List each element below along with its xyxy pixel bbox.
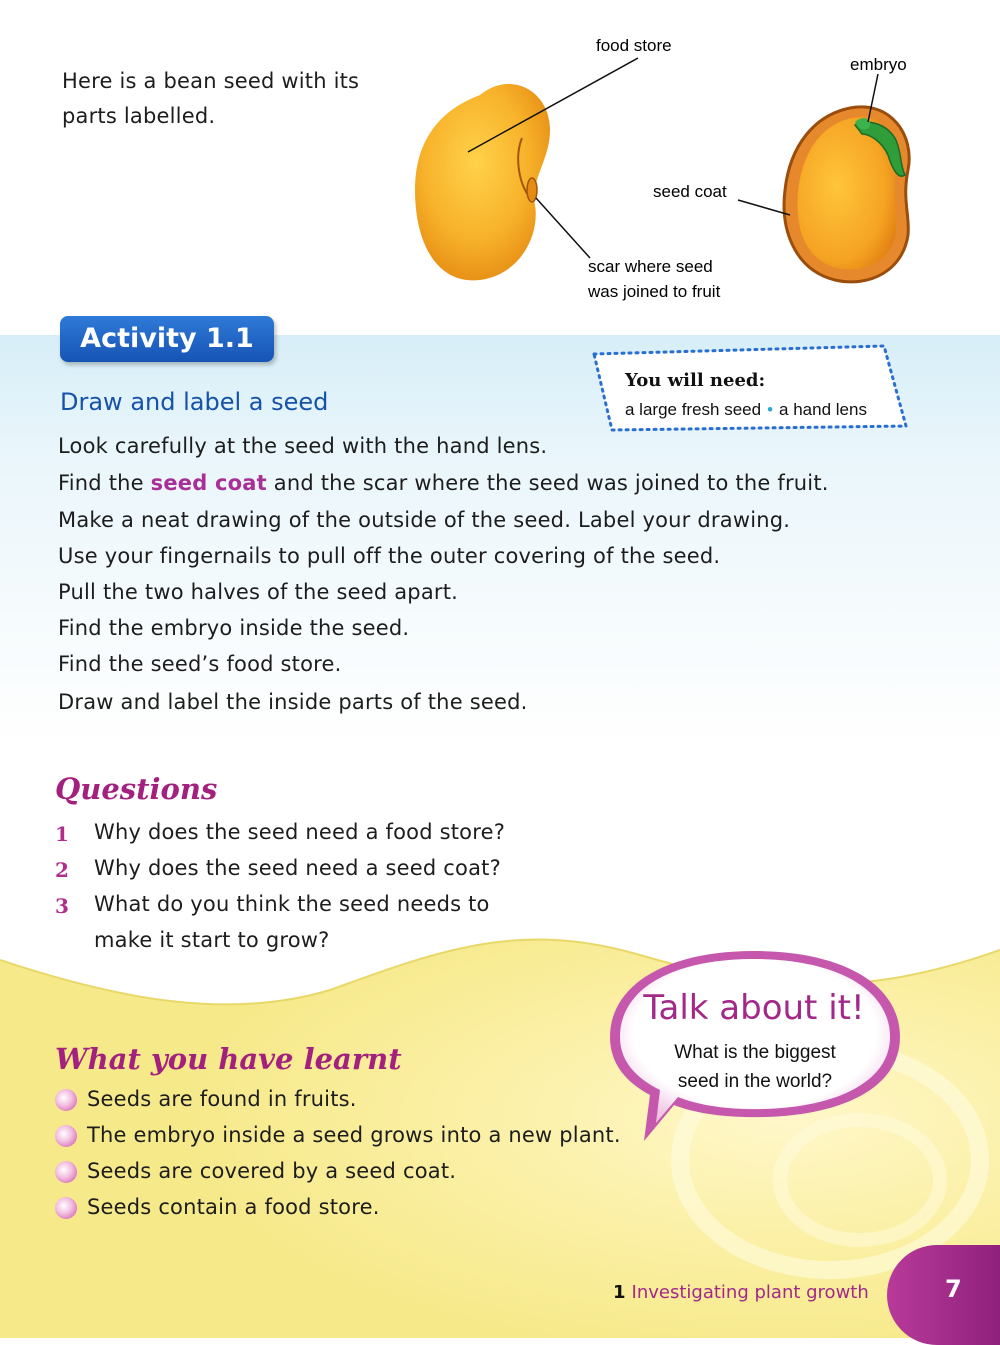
learnt-item-4: Seeds contain a food store.: [87, 1195, 380, 1219]
intro-line-2: parts labelled.: [62, 104, 216, 128]
seed-diagram: [400, 30, 940, 320]
label-embryo: embryo: [850, 55, 907, 74]
intro-text: [62, 64, 392, 134]
talk-question: [630, 1038, 880, 1096]
question-2: Why does the seed need a seed coat?: [94, 856, 501, 880]
chapter-number: 1: [613, 1282, 626, 1303]
question-3-cont: make it start to grow?: [94, 928, 330, 952]
page-number: 7: [945, 1275, 962, 1303]
intro-line-1: Here is a bean seed with its: [62, 69, 360, 93]
step-3: Make a neat drawing of the outside of the seed. Label your drawing.: [58, 508, 791, 532]
talk-title: Talk about it!: [643, 988, 865, 1028]
step-6: Find the embryo inside the seed.: [58, 616, 410, 640]
flower-bullet-icon: [55, 1197, 77, 1219]
talk-question-line-2: seed in the world?: [677, 1071, 833, 1092]
activity-badge: Activity 1.1: [60, 316, 274, 362]
step-2-pre: Find the: [58, 471, 144, 495]
question-number-1: 1: [55, 822, 69, 846]
step-1: Look carefully at the seed with the hand lens.: [58, 434, 548, 458]
label-food-store: food store: [596, 36, 672, 55]
you-will-need-items: [625, 400, 867, 420]
flower-bullet-icon: [55, 1089, 77, 1111]
step-5: Pull the two halves of the seed apart.: [58, 580, 459, 604]
learnt-item-1: Seeds are found in fruits.: [87, 1087, 357, 1111]
question-number-2: 2: [55, 858, 69, 882]
question-number-3: 3: [55, 894, 69, 918]
learnt-item-2: The embryo inside a seed grows into a new plant.: [87, 1123, 621, 1147]
label-scar-1: scar where seed: [588, 257, 713, 276]
question-1: Why does the seed need a food store?: [94, 820, 506, 844]
label-seed-coat: seed coat: [653, 182, 727, 201]
label-scar-2: was joined to fruit: [588, 282, 721, 301]
need-item-seed: a large fresh seed: [625, 400, 762, 419]
step-2: [58, 471, 829, 495]
learnt-title: What you have learnt: [55, 1042, 402, 1076]
keyword-seed-coat: seed coat: [150, 471, 267, 495]
questions-title: Questions: [55, 772, 218, 806]
page-number-tab: [887, 1245, 1000, 1345]
question-3: What do you think the seed needs to: [94, 892, 490, 916]
learnt-item-3: Seeds are covered by a seed coat.: [87, 1159, 457, 1183]
chapter-footer: [613, 1282, 869, 1303]
flower-bullet-icon: [55, 1125, 77, 1147]
step-4: Use your fingernails to pull off the outer covering of the seed.: [58, 544, 721, 568]
need-item-lens: a hand lens: [779, 400, 867, 419]
flower-bullet-icon: [55, 1161, 77, 1183]
chapter-title: Investigating plant growth: [631, 1282, 869, 1303]
step-2-post: and the scar where the seed was joined to the fruit.: [273, 471, 829, 495]
bullet-dot-icon: •: [767, 400, 774, 419]
step-8: Draw and label the inside parts of the seed.: [58, 690, 528, 714]
step-7: Find the seed’s food store.: [58, 652, 342, 676]
you-will-need-title: You will need:: [625, 370, 766, 391]
activity-heading: Draw and label a seed: [60, 388, 329, 416]
talk-question-line-1: What is the biggest: [674, 1042, 836, 1063]
